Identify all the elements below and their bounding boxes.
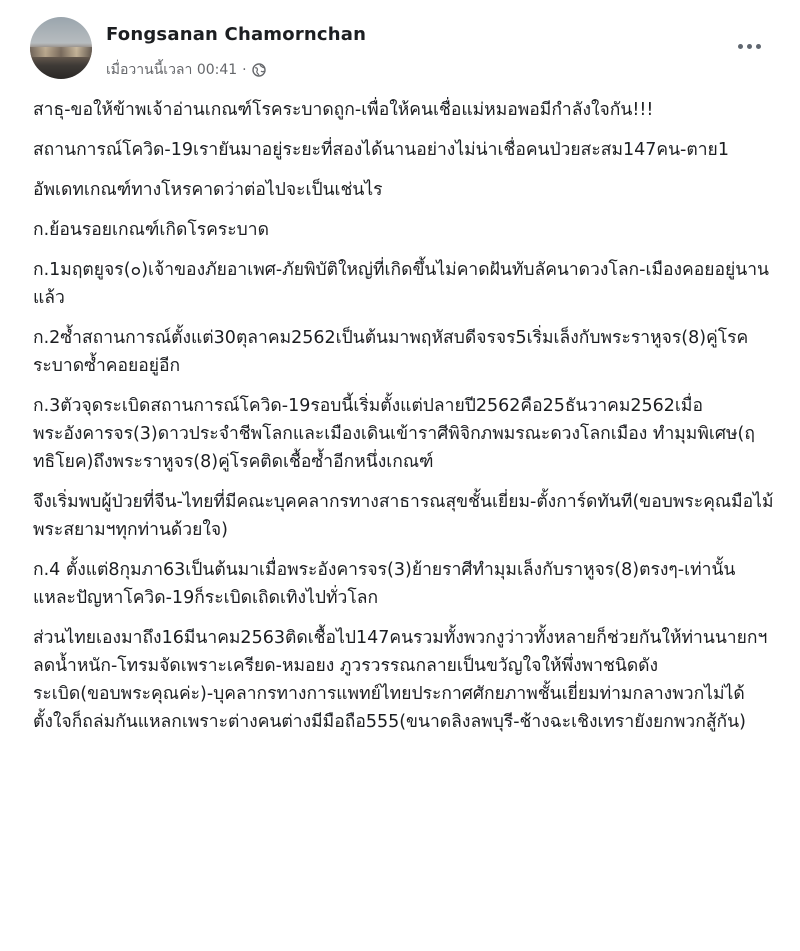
author-name[interactable]: Fongsanan Chamornchan xyxy=(106,24,367,45)
avatar[interactable] xyxy=(30,17,92,79)
more-horizontal-icon[interactable] xyxy=(732,36,766,56)
post-paragraph: อัพเดทเกณฑ์ทางโหรคาดว่าต่อไปจะเป็นเช่นไร xyxy=(33,180,383,200)
post-paragraph: ส่วนไทยเองมาถึง16มีนาคม2563ติดเชื้อไป147คนรวมทั้งพวกงูว่าวทั้งหลายก็ช่วยกันให้ท่านนายกฯลดน้ำหนัก-โทรมจัดเพราะเครียด-หมอยง ภูวรวรรณกลายเป็นขวัญใจให้พึ่งพาชนิดดังระเบิด(ขอบพระคุณค่ะ)-บุคลากรทางการแพทย์ไทยประกาศศักยภาพชั้นเยี่ยมท่ามกลางพวกไม่ได้ตั้งใจก็ถล่มกันแหลกเพราะต่างคนต่างมีมือถือ555(ขนาดลิงลพบุรี-ช้างฉะเชิงเทรายังยกพวกสู้กัน) xyxy=(33,628,768,732)
post-paragraph: ก.4 ตั้งแต่8กุมภา63เป็นต้นมาเมื่อพระอังคารจร(3)ย้ายราศีทำมุมเล็งกับราหูจร(8)ตรงๆ-เท่านั้นแหละปัญหาโควิด-19ก็ระเบิดเถิดเทิงไปทั่วโลก xyxy=(33,560,736,608)
post-paragraph: ก.3ตัวจุดระเบิดสถานการณ์โควิด-19รอบนี้เริ่มตั้งแต่ปลายปี2562คือ25ธันวาคม2562เมื่อพระอังคารจร(3)ดาวประจำชีพโลกและเมืองเดินเข้าราศีพิจิกภพมรณะดวงโลกเมือง ทำมุมพิเศษ(ฤทธิโยค)ถึงพระราหูจร(8)คู่โรคติดเชื้อซ้ำอีกหนึ่งเกณฑ์ xyxy=(33,396,755,472)
post-paragraph: สาธุ-ขอให้ข้าพเจ้าอ่านเกณฑ์โรคระบาดถูก-เพื่อให้คนเชื่อแม่หมอพอมีกำลังใจกัน!!! xyxy=(33,100,654,120)
post-meta xyxy=(106,59,266,81)
meta-separator: · xyxy=(242,62,247,78)
globe-icon[interactable] xyxy=(252,63,266,77)
post-paragraph: จึงเริ่มพบผู้ป่วยที่จีน-ไทยที่มีคณะบุคคลากรทางสาธารณสุขชั้นเยี่ยม-ตั้งการ์ดทันที(ขอบพระคุณมือไม้พระสยามฯทุกท่านด้วยใจ) xyxy=(33,492,774,540)
post-paragraph: สถานการณ์โควิด-19เรายันมาอยู่ระยะที่สองได้นานอย่างไม่น่าเชื่อคนป่วยสะสม147คน-ตาย1 xyxy=(33,140,729,160)
post-paragraph: ก.ย้อนรอยเกณฑ์เกิดโรคระบาด xyxy=(33,220,269,240)
post-header xyxy=(0,0,800,90)
post-timestamp[interactable]: เมื่อวานนี้เวลา 00:41 xyxy=(106,62,238,78)
post-paragraph: ก.1มฤตยูจร(๐)เจ้าของภัยอาเพศ-ภัยพิบัติใหญ่ที่เกิดขึ้นไม่คาดฝันทับลัคนาดวงโลก-เมืองคอยอยู่นานแล้ว xyxy=(33,260,770,308)
post-body xyxy=(33,96,775,736)
post-paragraph: ก.2ซ้ำสถานการณ์ตั้งแต่30ตุลาคม2562เป็นต้นมาพฤหัสบดีจรจร5เริ่มเล็งกับพระราหูจร(8)คู่โรคระบาดซ้ำคอยอยู่อีก xyxy=(33,328,749,376)
